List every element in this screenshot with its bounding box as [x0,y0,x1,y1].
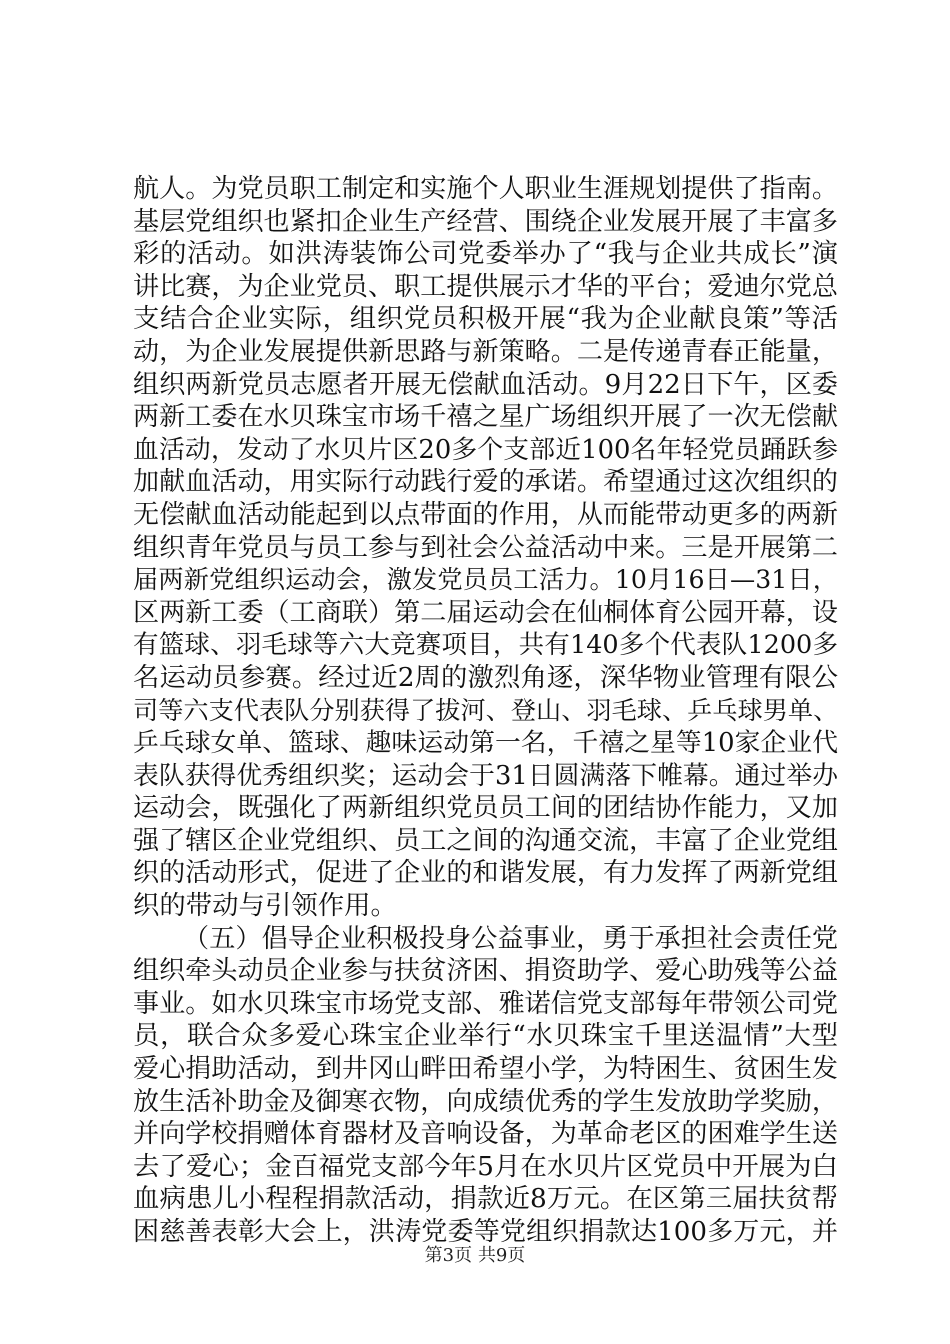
text-line: 名运动员参赛。经过近2周的激烈角逐，深华物业管理有限公 [133,661,838,693]
text-line: 事业。如水贝珠宝市场党支部、雅诺信党支部每年带领公司党 [133,988,838,1019]
text-line: 讲比赛，为企业党员、职工提供展示才华的平台；爱迪尔党总 [133,271,838,302]
text-line: 无偿献血活动能起到以点带面的作用，从而能带动更多的两新 [133,499,838,530]
text-line: 血病患儿小程程捐款活动，捐款近8万元。在区第三届扶贫帮 [133,1183,838,1215]
text-line: 困慈善表彰大会上，洪涛党委等党组织捐款达100多万元，并 [133,1217,838,1247]
text-line: 组织牵头动员企业参与扶贫济困、捐资助学、爱心助残等公益 [133,956,838,987]
text-line: 血活动，发动了水贝片区20多个支部近100名年轻党员踊跃参 [133,434,838,465]
text-line: 组织两新党员志愿者开展无偿献血活动。9月22日下午，区委 [133,369,838,400]
text-line: 区两新工委（工商联）第二届运动会在仙桐体育公园开幕，设 [133,597,838,628]
text-line: 两新工委在水贝珠宝市场千禧之星广场组织开展了一次无偿献 [133,402,838,433]
text-line: 爱心捐助活动，到井冈山畔田希望小学，为特困生、贫困生发 [133,1054,838,1085]
body-text [133,173,838,1249]
page-number-footer: 第3页 共9页 [424,1245,526,1266]
section-heading-line: （五）倡导企业积极投身公益事业，勇于承担社会责任党 [183,923,838,954]
paragraph-end-line: 织的带动与引领作用。 [133,890,397,922]
text-line: 强了辖区企业党组织、员工之间的沟通交流，丰富了企业党组 [133,825,838,856]
text-line: 去了爱心；金百福党支部今年5月在水贝片区党员中开展为白 [133,1150,838,1182]
text-line: 支结合企业实际，组织党员积极开展“我为企业献良策”等活 [133,303,838,335]
text-line: 航人。为党员职工制定和实施个人职业生涯规划提供了指南。 [133,174,838,204]
text-line: 组织青年党员与员工参与到社会公益活动中来。三是开展第二 [133,532,838,563]
text-line: 届两新党组织运动会，激发党员员工活力。10月16日—31日， [133,565,838,595]
text-line: 乒乓球女单、篮球、趣味运动第一名，千禧之星等10家企业代 [133,728,838,759]
text-line: 表队获得优秀组织奖；运动会于31日圆满落下帷幕。通过举办 [133,760,838,791]
text-line: 动，为企业发展提供新思路与新策略。二是传递青春正能量， [133,336,838,367]
text-line: 运动会，既强化了两新组织党员员工间的团结协作能力，又加 [133,793,838,824]
text-line: 彩的活动。如洪涛装饰公司党委举办了“我与企业共成长”演 [133,238,838,270]
text-line: 员，联合众多爱心珠宝企业举行“水贝珠宝千里送温情”大型 [133,1020,838,1052]
text-line: 并向学校捐赠体育器材及音响设备，为革命老区的困难学生送 [133,1119,838,1150]
text-line: 基层党组织也紧扣企业生产经营、围绕企业发展开展了丰富多 [133,206,838,237]
text-line: 有篮球、羽毛球等六大竞赛项目，共有140多个代表队1200多 [133,630,838,661]
text-line: 织的活动形式，促进了企业的和谐发展，有力发挥了两新党组 [133,858,838,889]
text-line: 司等六支代表队分别获得了拔河、登山、羽毛球、乒乓球男单、 [133,695,839,725]
text-line: 放生活补助金及御寒衣物，向成绩优秀的学生发放助学奖励， [133,1086,838,1117]
text-line: 加献血活动，用实际行动践行爱的承诺。希望通过这次组织的 [133,467,838,498]
